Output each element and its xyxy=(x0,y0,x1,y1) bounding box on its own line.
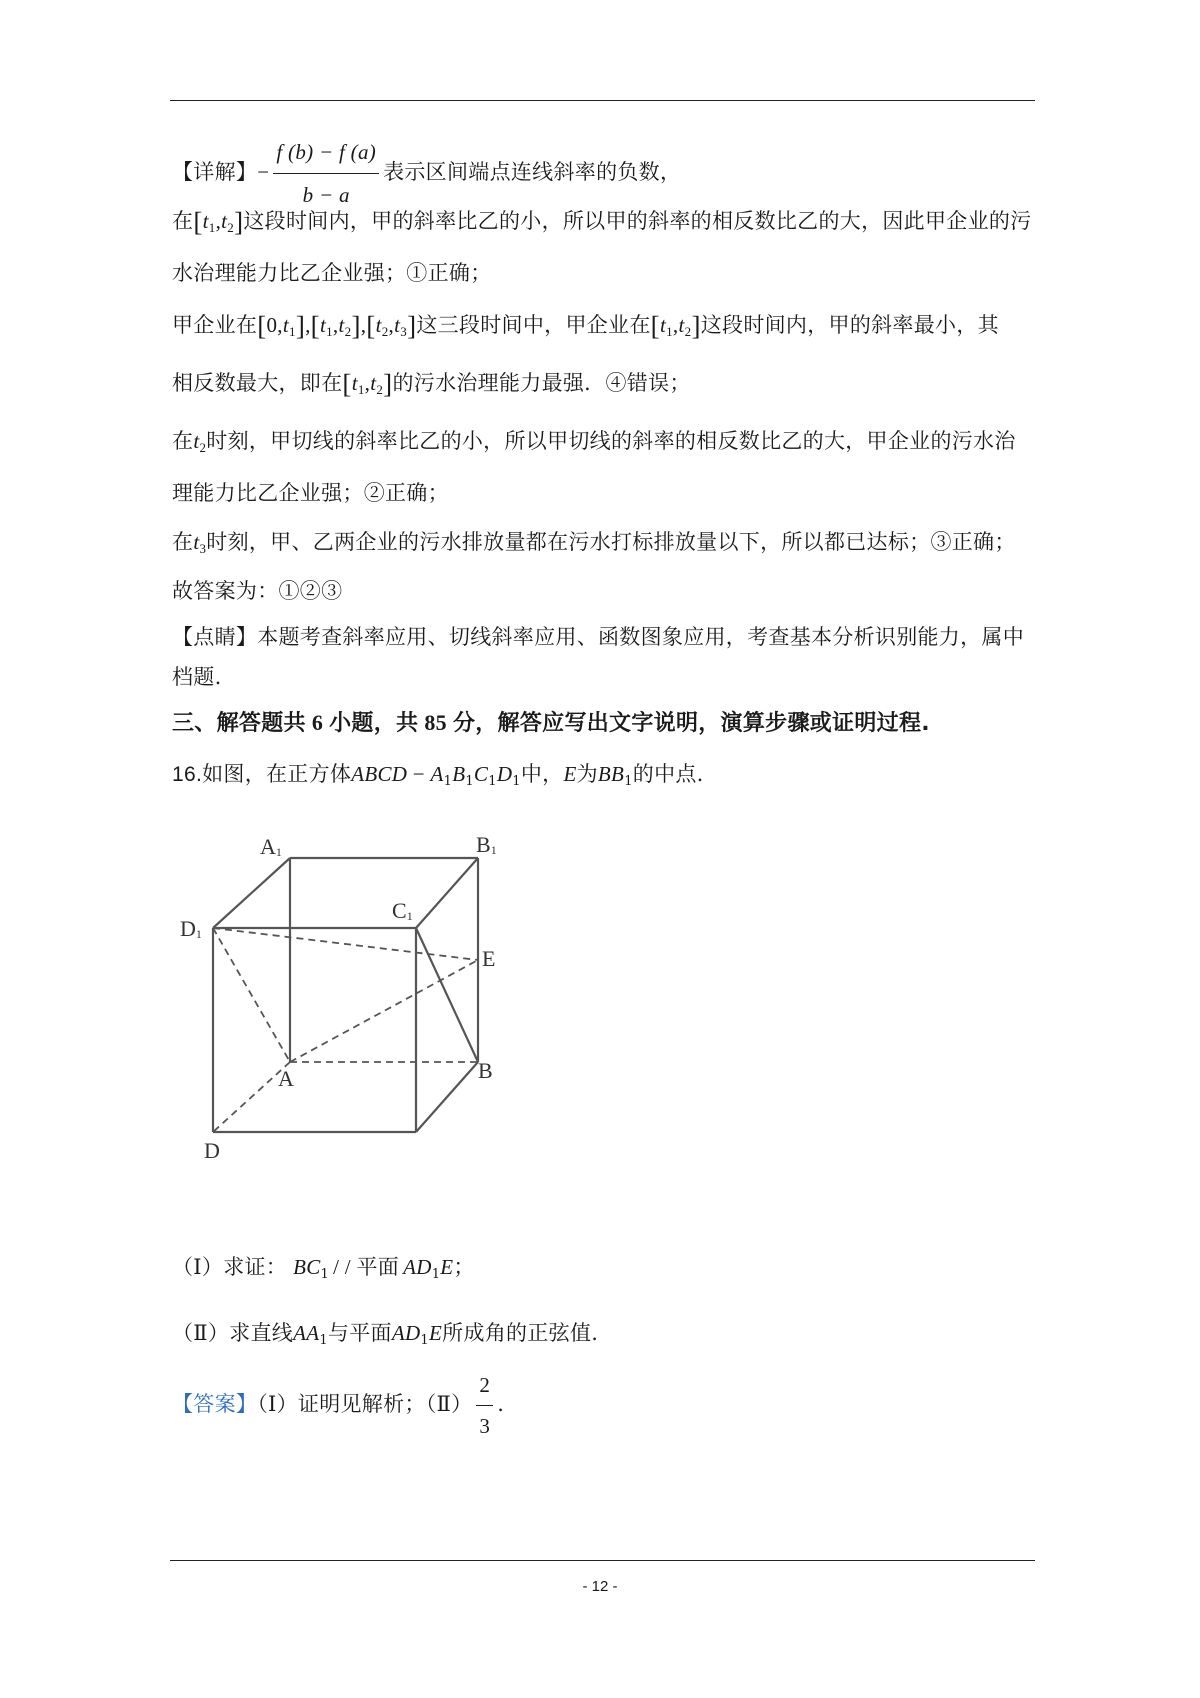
detail-line-9: 故答案为：①②③ xyxy=(172,579,343,603)
label-e: E xyxy=(482,946,496,971)
answer-fraction: $\frac{2}{3}$ xyxy=(476,1368,493,1443)
answer-tag: 【答案】 xyxy=(172,1392,258,1416)
edge-c-b xyxy=(416,1062,478,1132)
fraction-denominator: b − a xyxy=(302,183,350,207)
label-a1: A1 xyxy=(260,834,282,859)
cube-figure xyxy=(180,820,540,1180)
segment-a-e xyxy=(290,960,478,1062)
edge-a1-d1 xyxy=(213,858,290,928)
detail-line-2: 在$[t_1,t_2]$这段时间内，甲的斜率比乙的小，所以甲的斜率的相反数比乙的大，因此甲企业的污 xyxy=(172,207,1032,237)
problem-statement: 16.如图，在正方体ABCD − $A_1B_1C_1D_1$中，E为$BB_1$的中点. xyxy=(172,762,704,789)
header-rule xyxy=(170,100,1035,101)
detail-line-4: 甲企业在$[0,t_1],[t_1,t_2],[t_2,t_3]$这三段时间中，甲企业在$[t_1,t_2]$这段时间内，甲的斜率最小，其 xyxy=(172,311,999,341)
part-2: （Ⅱ）求直线$AA_1$与平面$AD_1E$所成角的正弦值. xyxy=(172,1321,599,1348)
label-b1: B1 xyxy=(476,832,497,857)
fraction-numerator: f (b) − f (a) xyxy=(273,134,379,174)
segment-d1-a xyxy=(213,928,290,1062)
detail-tag: 【详解】 xyxy=(172,160,258,184)
part-1: （Ⅰ）求证： $BC_1$ / / 平面 $AD_1E$； xyxy=(172,1255,475,1282)
footer-rule xyxy=(170,1560,1035,1561)
section-heading: 三、解答题共 6 小题，共 85 分，解答应写出文字说明，演算步骤或证明过程. xyxy=(172,710,930,736)
slope-fraction xyxy=(273,134,379,213)
edge-b1-c1 xyxy=(416,858,478,928)
segment-c1-b xyxy=(416,928,478,1062)
detail-line-5: 相反数最大，即在$[t_1,t_2]$的污水治理能力最强．④错误； xyxy=(172,369,691,399)
label-a: A xyxy=(278,1066,294,1091)
comment-tag: 【点睛】 xyxy=(172,625,258,649)
label-d: D xyxy=(204,1138,220,1163)
problem-number: 16. xyxy=(172,763,203,786)
comment-line-1: 【点睛】本题考查斜率应用、切线斜率应用、函数图象应用，考查基本分析识别能力，属中 xyxy=(172,625,1024,649)
detail-line-3: 水治理能力比乙企业强；①正确； xyxy=(172,261,492,285)
label-c1: C1 xyxy=(392,898,413,923)
page-number: - 12 - xyxy=(582,1578,618,1595)
solid-edges xyxy=(213,858,478,1132)
segment-d1-e xyxy=(213,928,478,960)
label-d1: D1 xyxy=(180,916,202,941)
label-b: B xyxy=(478,1058,493,1083)
detail-line-7: 理能力比乙企业强；②正确； xyxy=(172,481,449,505)
detail-line-1: 【详解】− $\frac{f (b) - f (a)}{b - a}$ 表示区间端点连线斜率的负数， xyxy=(172,134,681,213)
detail-line-6: 在$t_2$时刻，甲切线的斜率比乙的小，所以甲切线的斜率的相反数比乙的大，甲企业的污水治 xyxy=(172,429,1016,455)
hidden-edges xyxy=(213,928,478,1132)
answer-line: 【答案】（Ⅰ）证明见解析；（Ⅱ） $\frac{2}{3}$ . xyxy=(172,1368,504,1443)
detail-line-8: 在$t_3$时刻，甲、乙两企业的污水排放量都在污水打标排放量以下，所以都已达标；③正确； xyxy=(172,530,1016,556)
comment-line-2: 档题. xyxy=(172,665,222,689)
